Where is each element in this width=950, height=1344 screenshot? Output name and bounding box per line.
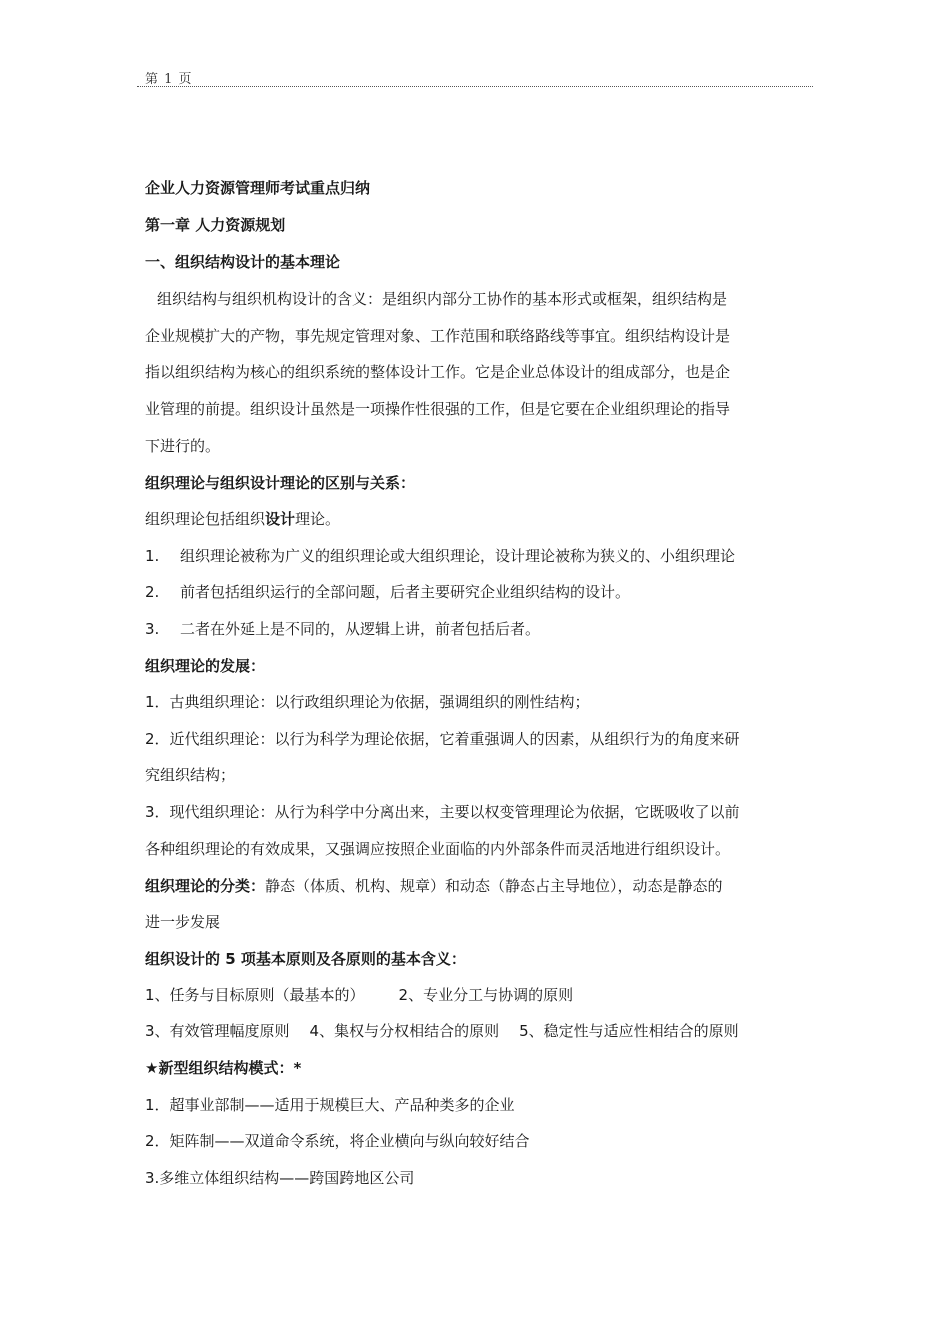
subheading: ★新型组织结构模式：* [145, 1059, 302, 1077]
header-divider [137, 86, 813, 87]
text-run: 静态（体质、机构、规章）和动态（静态占主导地位），动态是静态的 [265, 877, 723, 895]
paragraph-line: 2．近代组织理论：以行为科学为理论依据，它着重强调人的因素，从组织行为的角度来研 [145, 730, 740, 748]
paragraph-line [145, 509, 340, 529]
subheading: 组织设计的 5 项基本原则及各原则的基本含义： [145, 950, 466, 968]
list-number: 3. [145, 620, 160, 638]
paragraph-line: 3．现代组织理论：从行为科学中分离出来，主要以权变管理理论为依据，它既吸收了以前 [145, 803, 740, 821]
list-item: 2．矩阵制——双道命令系统，将企业横向与纵向较好结合 [145, 1132, 530, 1150]
paragraph-line: 究组织结构； [145, 766, 236, 784]
paragraph-line [145, 985, 573, 1005]
list-text: 二者在外延上是不同的，从逻辑上讲，前者包括后者。 [180, 620, 541, 638]
list-item [145, 546, 735, 566]
list-item: 3.多维立体组织结构——跨国跨地区公司 [145, 1169, 415, 1187]
paragraph-line: 进一步发展 [145, 913, 221, 931]
chapter-heading: 第一章 人力资源规划 [145, 216, 286, 234]
section-heading: 一、组织结构设计的基本理论 [145, 253, 341, 271]
paragraph-line: 组织结构与组织机构设计的含义：是组织内部分工协作的基本形式或框架，组织结构是 [157, 290, 728, 308]
document-title: 企业人力资源管理师考试重点归纳 [145, 179, 371, 197]
list-item [145, 619, 540, 639]
paragraph-line: 1．古典组织理论：以行政组织理论为依据，强调组织的刚性结构； [145, 693, 590, 711]
text-run: 组织理论包括组织 [145, 510, 266, 528]
text-run-bold: 设计 [265, 510, 296, 528]
paragraph-line: 各种组织理论的有效成果，又强调应按照企业面临的内外部条件而灵活地进行组织设计。 [145, 840, 731, 858]
list-item [145, 582, 630, 602]
paragraph-line [145, 1021, 739, 1041]
list-text: 前者包括组织运行的全部问题，后者主要研究企业组织结构的设计。 [180, 583, 631, 601]
principle-item: 4、集权与分权相结合的原则 [309, 1022, 500, 1040]
principle-item: 2、专业分工与协调的原则 [398, 986, 574, 1004]
principle-item: 3、有效管理幅度原则 [145, 1022, 290, 1040]
text-run: 理论。 [295, 510, 341, 528]
subheading: 组织理论与组织设计理论的区别与关系： [145, 474, 416, 492]
paragraph-line: 业管理的前提。组织设计虽然是一项操作性很强的工作，但是它要在企业组织理论的指导 [145, 400, 731, 418]
list-item: 1．超事业部制——适用于规模巨大、产品种类多的企业 [145, 1096, 515, 1114]
subheading: 组织理论的发展： [145, 657, 266, 675]
list-number: 2. [145, 583, 160, 601]
principle-item: 5、稳定性与适应性相结合的原则 [519, 1022, 739, 1040]
list-text: 组织理论被称为广义的组织理论或大组织理论，设计理论被称为狭义的、小组织理论 [180, 547, 736, 565]
paragraph-line: 下进行的。 [145, 437, 221, 455]
inline-heading: 组织理论的分类： [145, 877, 266, 895]
page-number-label: 第 1 页 [145, 72, 193, 87]
list-number: 1. [145, 547, 160, 565]
paragraph-line: 指以组织结构为核心的组织系统的整体设计工作。它是企业总体设计的组成部分，也是企 [145, 363, 731, 381]
paragraph-line: 企业规模扩大的产物，事先规定管理对象、工作范围和联络路线等事宜。组织结构设计是 [145, 327, 731, 345]
principle-item: 1、任务与目标原则（最基本的） [145, 986, 365, 1004]
paragraph-line [145, 876, 723, 896]
